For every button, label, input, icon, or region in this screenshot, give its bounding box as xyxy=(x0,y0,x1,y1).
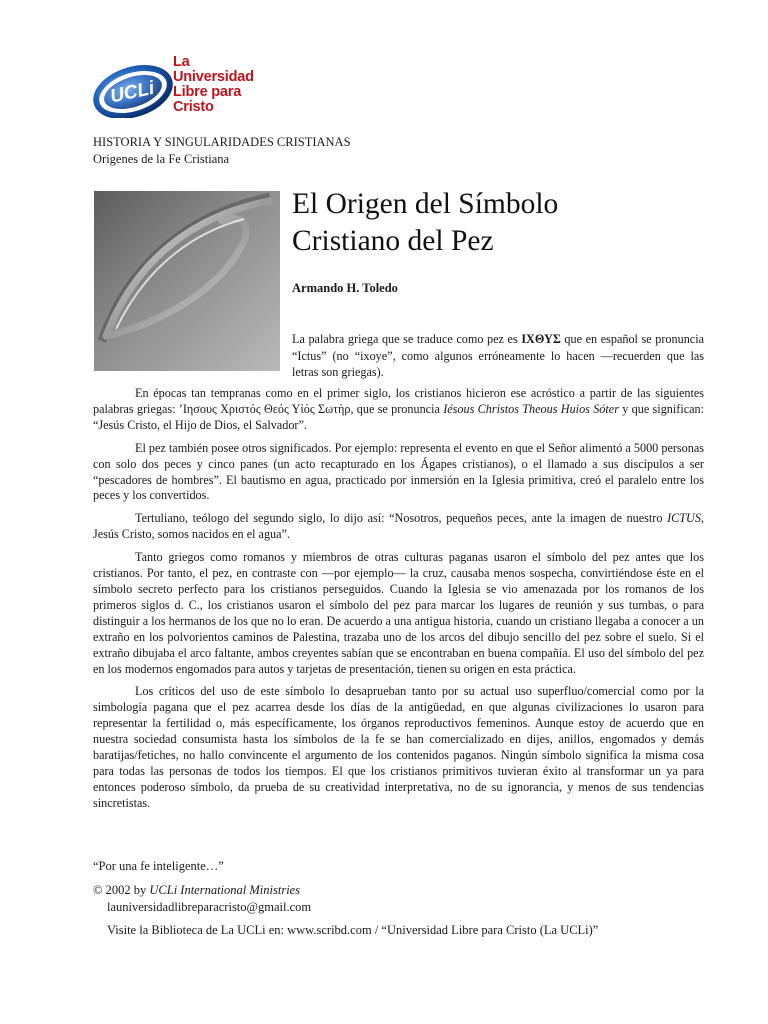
paragraph xyxy=(93,511,704,543)
paragraph: El pez también posee otros significados. Por ejemplo: representa el evento en que el Señor alimentó a 5000 personas con solo dos peces y cinco panes (un acto recapturado en los Ágapes cristianos), o el llamado a sus discípulos a ser “pescadores de hombres”. El bautismo en agua, practicado por inmersión en la Iglesia primitiva, creó el paralelo entre los peces y los convertidos. xyxy=(93,440,704,503)
section-label: HISTORIA Y SINGULARIDADES CRISTIANAS xyxy=(93,135,351,149)
title-line: El Origen del Símbolo xyxy=(292,188,559,220)
logo-wordmark xyxy=(173,55,254,115)
intro-text: La palabra griega que se traduce como pez es xyxy=(292,332,522,346)
library-link-text: Visite la Biblioteca de La UCLi en: www.scribd.com / “Universidad Libre para Cristo (La UCLi)” xyxy=(107,923,599,937)
paragraph: Tanto griegos como romanos y miembros de otras culturas paganas usaron el símbolo del pez antes que los cristianos. Por tanto, el pez, en contraste con —por ejemplo— la cruz, causaba menos sospecha, convirtiéndose éste en el símbolo secreto perfecto para los cristianos perseguidos. Cuando la Iglesia se vio amenazada por los romanos de los primeros siglos d. C., los cristianos usaron el símbolo del pez para marcar los lugares de reunión y sus tumbas, o para distinguir a los hermanos de los que no lo eran. De acuerdo a una antigua historia, cuando un cristiano llegaba a conocer a un extraño en los polvorientos caminos de Palestina, trazaba uno de los arcos del dibujo sencillo del pez sobre el suelo. Si el extraño dibujaba el arco faltante, ambos creyentes sabían que se encontraban en buena compañía. El uso del símbolo del pez en los modernos engomados para autos y tarjetas de presentación, tienen su origen en esta práctica. xyxy=(93,550,704,676)
logo xyxy=(93,52,293,124)
paragraph-text-end: , Jesús Cristo, somos nacidos en el agua”. xyxy=(93,511,704,542)
logo-line: Universidad xyxy=(173,69,254,85)
paragraph: Los críticos del uso de este símbolo lo desaprueban tanto por su actual uso superfluo/comercial como por la simbología pagana que el pez acarrea desde los días de la antigüedad, en que algunas civilizaciones lo usaron para representar la fertilidad o, más específicamente, los órganos reproductivos femeninos. Aunque estoy de acuerdo que en nuestra sociedad consumista hasta los símbolos de la fe se han comercializado en dijes, anillos, engomados y demás baratijas/fetiches, no hallo convincente el argumento de los contenidos paganos. Ningún símbolo significa la misma cosa para todas las personas de todos los tiempos. El que los cristianos primitivos tuvieran éxito al transformar un ya para entonces poderoso símbolo, da prueba de su creatividad interpretativa, no de su ignorancia, y menos de sus tendencias sincretistas. xyxy=(93,684,704,810)
fish-symbol-photo xyxy=(94,191,280,371)
footer-quote: “Por una fe inteligente…” xyxy=(93,859,224,873)
document-footer xyxy=(93,858,598,939)
paragraph-text: En épocas tan tempranas como en el primer siglo, los cristianos hicieron ese acróstico a partir de las siguientes palabras griegas: ʼΙησους Χριστός Θεός Υἱός Σωτὴρ, que se pronuncia xyxy=(93,386,704,416)
contact-email: launiversidadlibreparacristo@gmail.com xyxy=(107,900,312,914)
subsection-label: Origenes de la Fe Cristiana xyxy=(93,152,230,166)
author-name: Armando H. Toledo xyxy=(292,281,398,295)
title-line: Cristiano del Pez xyxy=(292,225,494,257)
intro-text-end: que en español se pronuncia “Ictus” (no “ixoye”, como algunos erróneamente lo hacen —recuerden que las letras son griegas). xyxy=(292,332,705,379)
document-header xyxy=(93,134,351,168)
logo-line: Libre para xyxy=(173,84,242,100)
greek-transliteration: Iésous Christos Theous Huios Sóter xyxy=(443,401,619,416)
copyright-prefix: © 2002 by xyxy=(93,883,150,897)
article-title xyxy=(292,186,558,260)
paragraph-text: Tertuliano, teólogo del segundo siglo, lo dijo así: “Nosotros, pequeños peces, ante la imagen de nuestro xyxy=(135,511,668,526)
logo-mark-text: UCLi xyxy=(108,77,157,108)
greek-ichthys: ΙΧΘΥΣ xyxy=(521,332,561,346)
ictus-term: ICTUS xyxy=(667,511,701,526)
paragraph-text-end: y que significan: “Jesús Cristo, el Hijo de Dios, el Salvador”. xyxy=(93,401,705,432)
logo-line: Cristo xyxy=(173,99,214,115)
article-body xyxy=(93,386,704,819)
paragraph xyxy=(93,386,704,434)
copyright-line xyxy=(93,882,598,899)
ucli-logo-mark xyxy=(93,58,175,118)
copyright-org: UCLi International Ministries xyxy=(149,883,301,897)
intro-paragraph xyxy=(292,331,704,381)
logo-line: La xyxy=(173,54,190,70)
